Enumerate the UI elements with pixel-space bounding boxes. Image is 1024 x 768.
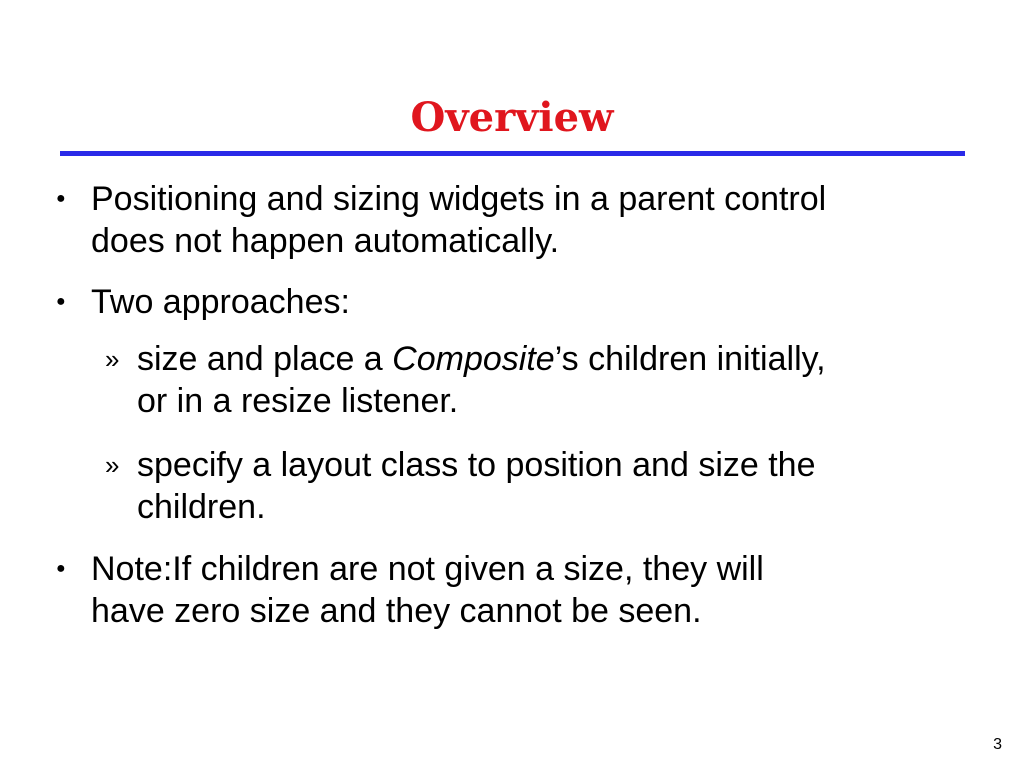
title-underline (60, 151, 965, 156)
bullet-3-line-2: have zero size and they cannot be seen. (91, 592, 702, 630)
bullet-text-1 (91, 178, 971, 262)
sub-item-1-line-1 (137, 338, 967, 380)
bullet-dot-icon: ● (56, 560, 66, 577)
sub-item-1-italic: Composite (392, 340, 555, 378)
bullet-1-line-2: does not happen automatically. (91, 222, 560, 260)
bullet-2-line-1: Two approaches: (91, 283, 350, 321)
bullet-3-line-1: Note:If children are not given a size, they will (91, 550, 764, 588)
bullet-dot-icon: ● (56, 293, 66, 310)
sub-bullet-marker-icon: » (105, 344, 120, 374)
sub-item-2-text (137, 444, 967, 528)
bullet-text-3 (91, 548, 971, 632)
sub-item-1-line-2: or in a resize listener. (137, 382, 459, 420)
bullet-text-2 (91, 281, 971, 323)
sub-bullet-marker-icon: » (105, 450, 120, 480)
sub-item-1-prefix: size and place a (137, 340, 393, 378)
bullet-1-line-1: Positioning and sizing widgets in a parent control (91, 180, 827, 218)
slide-title: Overview (410, 94, 614, 141)
sub-item-1-text (137, 338, 967, 422)
page-number: 3 (993, 736, 1002, 753)
sub-item-2-line-1: specify a layout class to position and size the (137, 446, 816, 484)
sub-item-1-suffix: ’s children initially, (554, 340, 826, 378)
bullet-dot-icon: ● (56, 190, 66, 207)
sub-item-2-line-2: children. (137, 488, 266, 526)
